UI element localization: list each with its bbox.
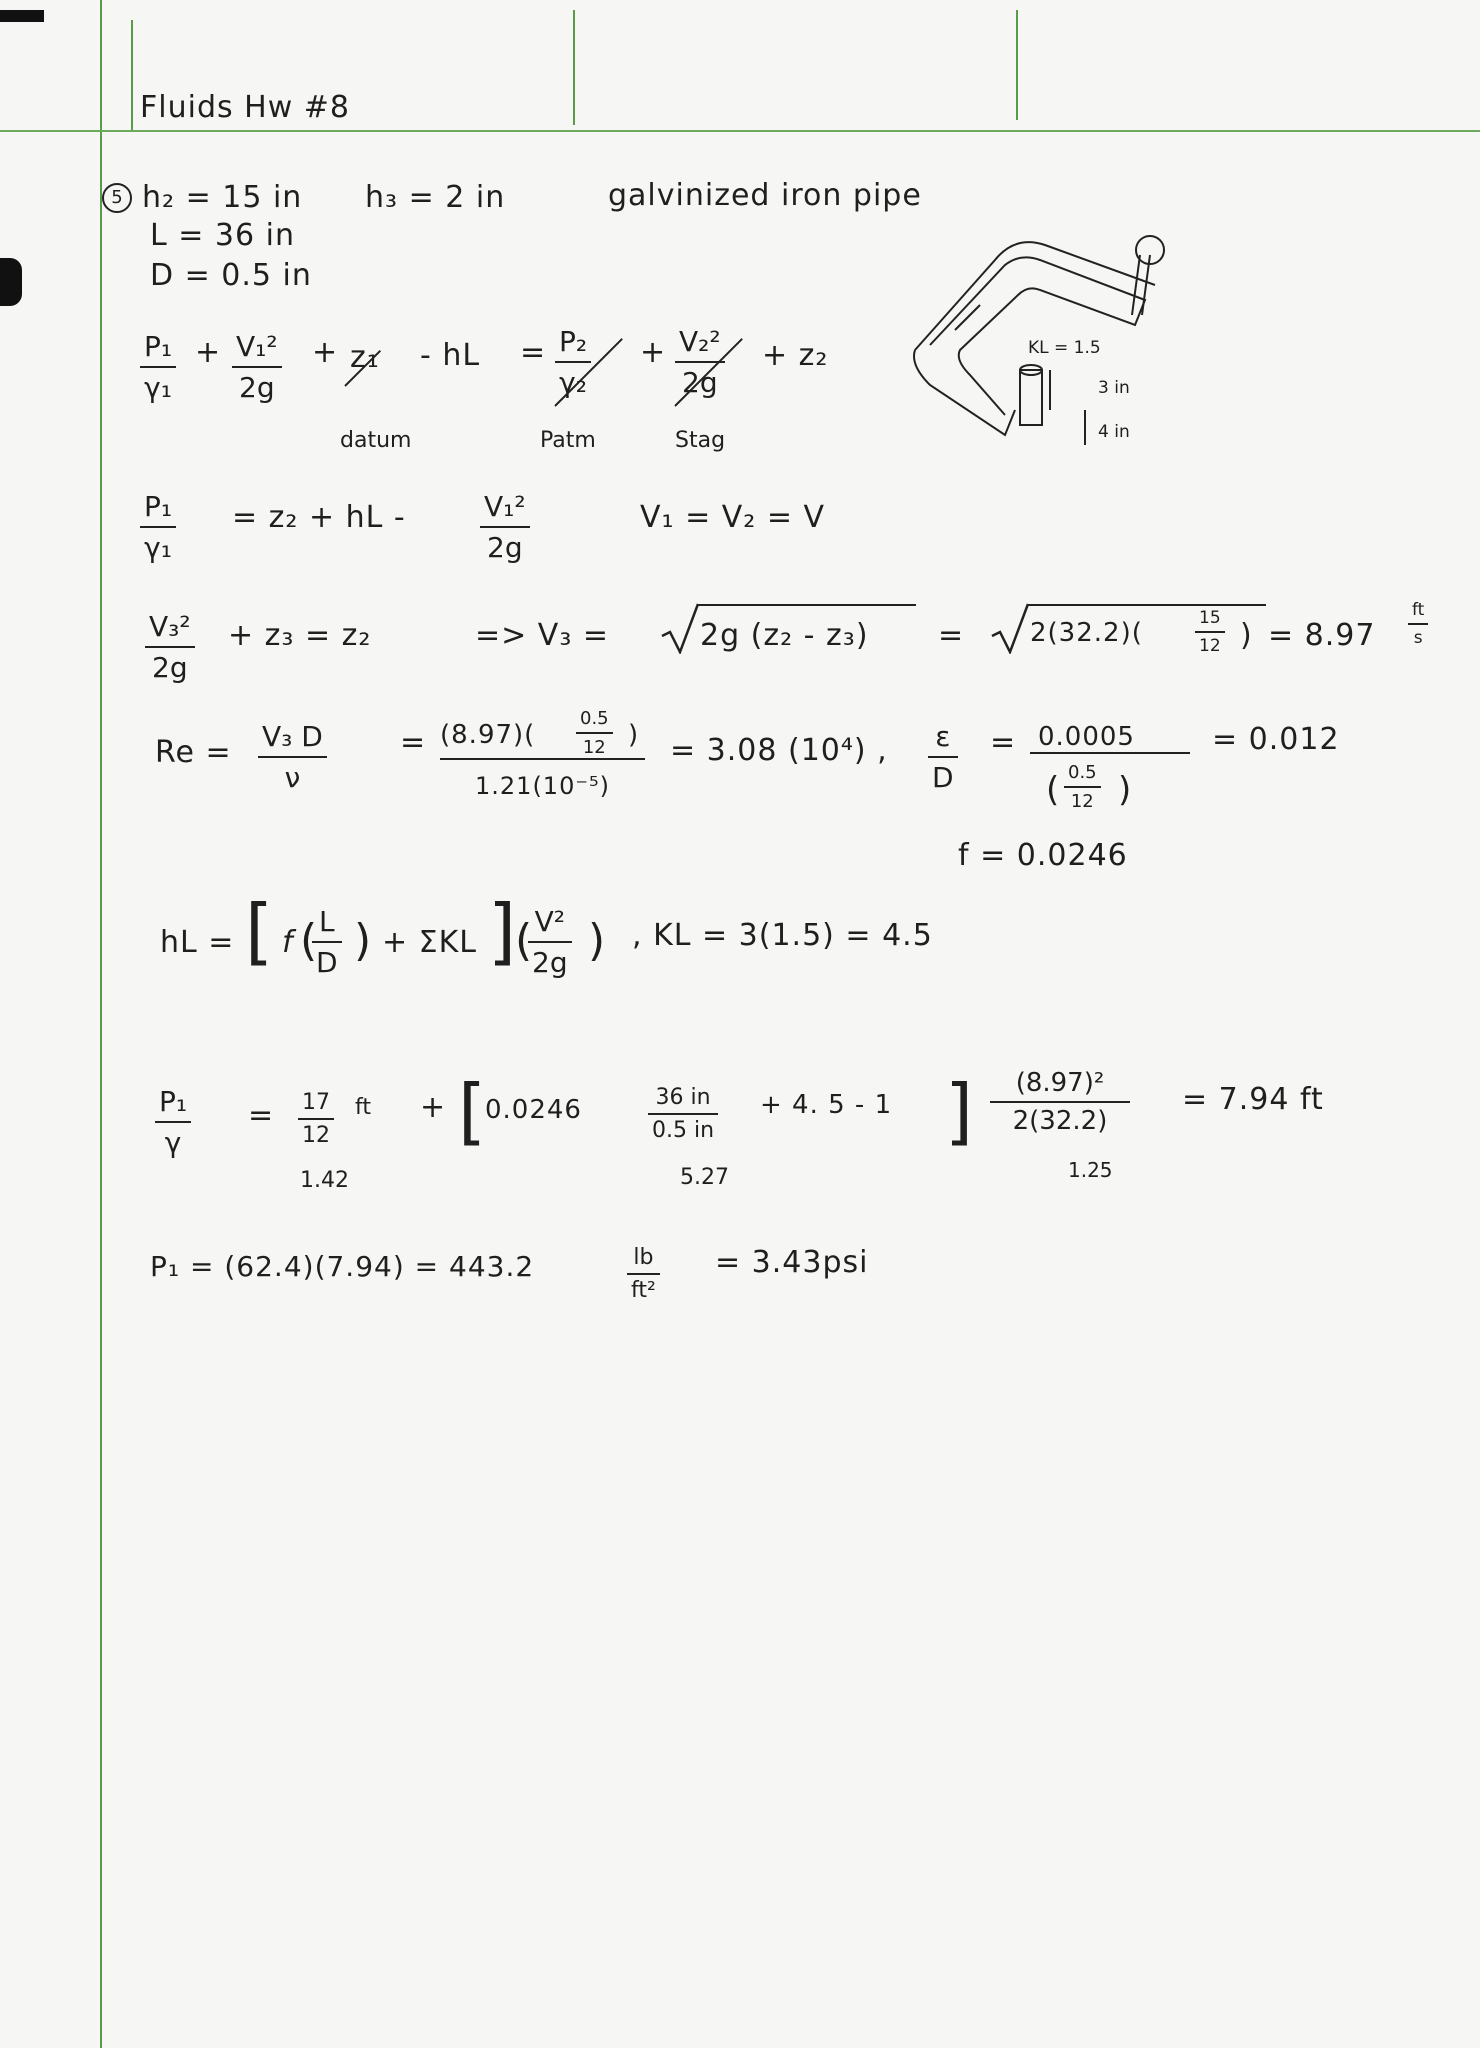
- frac-bar: [298, 1118, 334, 1120]
- frac-bar: [648, 1113, 718, 1115]
- flow-arrow: [955, 305, 980, 330]
- given-L: L = 36 in: [150, 218, 295, 253]
- frac-bar: [627, 1273, 660, 1275]
- frac-bar: [145, 646, 195, 648]
- header-divider-2: [573, 10, 575, 125]
- frac-den: 2g: [682, 366, 718, 399]
- sqrt-bar-2: [1028, 604, 1266, 606]
- frac-bar: [140, 366, 176, 368]
- final-eq: =: [248, 1098, 275, 1133]
- sqrt-bar-1: [698, 604, 916, 606]
- note-stag: Stag: [675, 428, 726, 453]
- frac-den: 12: [1199, 636, 1221, 656]
- frac-num: V₁²: [484, 490, 526, 523]
- note-patm: Patm: [540, 428, 596, 453]
- roughness-den-open: (: [1046, 770, 1061, 810]
- frac-num: P₁: [144, 330, 173, 363]
- frac-num: V₂²: [679, 325, 721, 358]
- sqrt-sign-2: [990, 602, 1030, 654]
- header-divider-1: [131, 20, 133, 130]
- frac-num: ft: [1412, 600, 1425, 620]
- given-h2: h₂ = 15 in: [142, 180, 303, 215]
- re-sub-num-b: ): [628, 720, 640, 750]
- velocity-v3-fraction: [145, 610, 195, 684]
- final-term1-unit: ft: [355, 1095, 371, 1120]
- frac-bar: [312, 941, 342, 943]
- hl-bracket-close: ]: [488, 889, 517, 973]
- frac-den: ft²: [631, 1278, 656, 1303]
- valve-stem-1: [1132, 255, 1140, 315]
- pressure-result-psi: = 3.43psi: [715, 1245, 869, 1280]
- frac-den: 12: [302, 1123, 330, 1148]
- frac-den: γ₂: [559, 366, 587, 399]
- final-velocity-fraction: [990, 1068, 1130, 1136]
- roughness-num: 0.0005: [1038, 722, 1135, 752]
- frac-num: V₃ D: [262, 720, 323, 753]
- re-sub-bar: [440, 758, 645, 760]
- kl-equation: , KL = 3(1.5) = 4.5: [632, 918, 933, 953]
- final-lhs-fraction: [155, 1085, 191, 1159]
- frac-den: 2(32.2): [1012, 1106, 1108, 1136]
- energy-v1-fraction: [232, 330, 282, 404]
- frac-num: 0.5: [1068, 762, 1097, 783]
- frac-den: 0.5 in: [652, 1118, 715, 1143]
- frac-den: 2g: [487, 531, 523, 564]
- eps-d-fraction: [928, 720, 958, 794]
- friction-factor: f = 0.0246: [958, 838, 1128, 873]
- frac-den: 2g: [532, 946, 568, 979]
- final-length-value: 5.27: [680, 1165, 729, 1190]
- frac-num: lb: [633, 1245, 654, 1270]
- roughness-bar: [1030, 752, 1190, 754]
- velocity-inner-fraction: [1195, 608, 1225, 656]
- re-fraction: [258, 720, 327, 794]
- frac-bar: [1408, 623, 1428, 625]
- frac-num: P₁: [159, 1085, 188, 1118]
- frac-num: P₁: [144, 490, 173, 523]
- velocity-result: = 8.97: [1268, 618, 1376, 653]
- re-sub-num-a: (8.97)(: [440, 720, 536, 750]
- frac-bar: [140, 526, 176, 528]
- final-velocity-value: 1.25: [1068, 1158, 1113, 1182]
- note-datum: datum: [340, 428, 412, 453]
- energy-plus-3: +: [640, 335, 667, 370]
- frac-num: L: [318, 905, 335, 938]
- frac-num: V²: [534, 905, 565, 938]
- pipe-bottom: [914, 350, 1015, 435]
- page-title: Fluids Hw #8: [140, 90, 351, 125]
- final-bracket-close: ]: [945, 1069, 974, 1153]
- frac-den: 12: [1070, 791, 1094, 812]
- diagram-kl-label: KL = 1.5: [1028, 338, 1101, 358]
- energy-equals: =: [520, 335, 547, 370]
- velocity-rhs: + z₃ = z₂: [228, 618, 372, 653]
- energy-plus-2: +: [312, 335, 339, 370]
- roughness-result: = 0.012: [1212, 722, 1340, 757]
- frac-den: s: [1413, 628, 1423, 648]
- tank: [1020, 370, 1042, 425]
- frac-den: 2g: [152, 651, 188, 684]
- hl-paren-close-2: ): [588, 915, 607, 966]
- frac-den: γ: [164, 1126, 182, 1159]
- final-plus: +: [420, 1090, 447, 1125]
- velocity-close: ): [1240, 618, 1253, 653]
- frac-den: γ₁: [144, 371, 172, 404]
- velocity-implies: => V₃ =: [475, 618, 610, 653]
- margin-line: [100, 0, 102, 2048]
- frac-num: V₁²: [236, 330, 278, 363]
- hl-paren-open-2: (: [515, 915, 534, 966]
- final-term1-fraction: [298, 1090, 334, 1148]
- frac-num: 36 in: [655, 1085, 711, 1110]
- header-rule: [0, 130, 1480, 132]
- binder-hole-top: [0, 10, 44, 22]
- final-f-value: 0.0246: [485, 1095, 582, 1125]
- hl-sum-kl: + ΣKL: [382, 925, 478, 960]
- problem-number: [102, 183, 132, 213]
- final-result: = 7.94 ft: [1182, 1082, 1324, 1117]
- re-result: = 3.08 (10⁴) ,: [670, 733, 888, 768]
- header-divider-3: [1016, 10, 1018, 120]
- frac-bar: [528, 941, 572, 943]
- frac-den: D: [316, 946, 338, 979]
- frac-num: P₂: [559, 325, 588, 358]
- frac-den: ν: [284, 761, 301, 794]
- re-sub-inner-fraction: [576, 708, 613, 758]
- energy-minus-hl: - hL: [420, 338, 481, 373]
- problem-number-text: 5: [111, 187, 123, 208]
- frac-bar: [576, 732, 613, 734]
- energy-z1-crossed: z₁: [350, 340, 380, 375]
- frac-bar: [928, 756, 958, 758]
- frac-bar: [990, 1101, 1130, 1103]
- hl-paren-close: ): [354, 915, 373, 966]
- given-D: D = 0.5 in: [150, 258, 312, 293]
- final-term1-value: 1.42: [300, 1168, 349, 1193]
- final-kl-part: + 4. 5 - 1: [760, 1090, 893, 1120]
- velocity-equality: V₁ = V₂ = V: [640, 500, 826, 535]
- pressure-result-expr: P₁ = (62.4)(7.94) = 443.2: [150, 1250, 535, 1283]
- frac-bar: [555, 361, 591, 363]
- frac-den: D: [932, 761, 954, 794]
- pressure-result-unit: [627, 1245, 660, 1303]
- re-eq: =: [400, 725, 427, 760]
- given-h3: h₃ = 2 in: [365, 180, 506, 215]
- velocity-root-sub: 2(32.2)(: [1030, 618, 1143, 648]
- sqrt-sign-1: [660, 602, 700, 654]
- velocity-unit: [1408, 600, 1428, 648]
- frac-num: V₃²: [149, 610, 191, 643]
- frac-bar: [480, 526, 530, 528]
- binder-hole-mid: [0, 258, 22, 306]
- frac-bar: [232, 366, 282, 368]
- frac-num: 17: [302, 1090, 330, 1115]
- pressure-lhs-fraction: [140, 490, 176, 564]
- diagram-dim-4in: 4 in: [1098, 422, 1130, 442]
- frac-bar: [258, 756, 327, 758]
- roughness-den-fraction: [1064, 762, 1101, 812]
- diagram-dim-3in: 3 in: [1098, 378, 1130, 398]
- frac-num: ε: [935, 720, 951, 753]
- hl-bracket-open: [: [245, 889, 274, 973]
- hl-f: f: [282, 925, 294, 960]
- re-sub-den: 1.21(10⁻⁵): [475, 772, 610, 800]
- energy-plus-z2: + z₂: [762, 338, 829, 373]
- frac-den: γ₁: [144, 531, 172, 564]
- frac-bar: [155, 1121, 191, 1123]
- eps-eq: =: [990, 725, 1017, 760]
- energy-p1-fraction: [140, 330, 176, 404]
- hl-paren-open: (: [300, 915, 319, 966]
- frac-den: 12: [582, 737, 606, 758]
- pressure-v-fraction: [480, 490, 530, 564]
- velocity-root-expr: 2g (z₂ - z₃): [700, 618, 869, 653]
- hl-ld-fraction: [312, 905, 342, 979]
- hl-lhs: hL =: [160, 925, 235, 960]
- frac-num: 0.5: [580, 708, 609, 729]
- frac-bar: [1195, 631, 1225, 633]
- re-label: Re =: [155, 735, 232, 770]
- frac-den: 2g: [239, 371, 275, 404]
- roughness-den-close: ): [1118, 770, 1133, 810]
- energy-plus-1: +: [195, 335, 222, 370]
- pressure-rhs: = z₂ + hL -: [232, 500, 406, 535]
- frac-bar: [1064, 786, 1101, 788]
- final-bracket-open: [: [458, 1069, 487, 1153]
- pipe-material: galvinized iron pipe: [608, 178, 922, 213]
- final-length-fraction: [648, 1085, 718, 1143]
- frac-num: 15: [1199, 608, 1221, 628]
- frac-num: (8.97)²: [1015, 1068, 1105, 1098]
- velocity-eq: =: [938, 618, 965, 653]
- hl-v-fraction: [528, 905, 572, 979]
